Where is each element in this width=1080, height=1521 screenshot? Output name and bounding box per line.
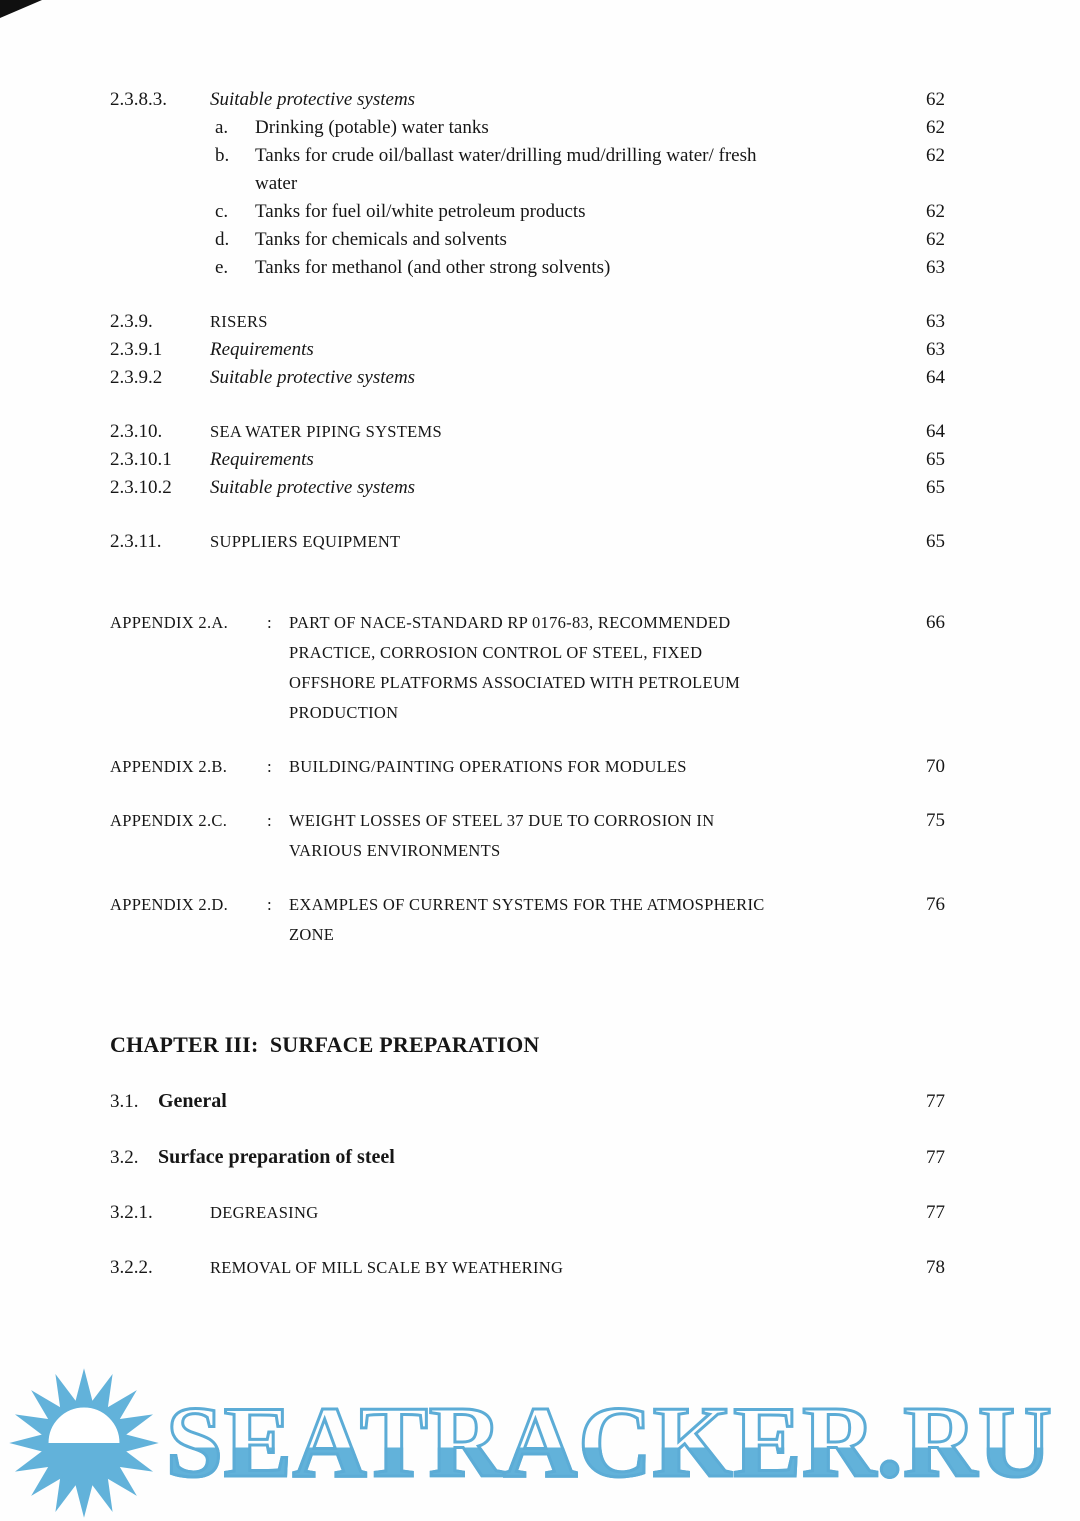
toc-page-number: 63 [926,339,945,360]
toc-entry-label: Suitable protective systems [210,89,416,110]
toc-entry-number: 2.3.9. [110,311,153,332]
appendix-number: APPENDIX 2.A. [110,613,229,632]
appendix-title: PART OF NACE-STANDARD RP 0176-83, RECOMMENDED PRACTICE, CORROSION CONTROL OF STEEL, FIXED OFFSHORE PLATFORMS ASSOCIATED WITH PETROLEUM PRODUCTION [289,613,741,722]
toc-row [110,474,945,502]
toc-entry-label: Suitable protective systems [210,367,416,388]
toc-row [110,1143,945,1172]
toc-row [110,1087,945,1116]
toc-entry-label: Requirements [210,339,314,360]
toc-entry-label: General [158,1090,227,1112]
toc-row [110,142,945,198]
toc-entry-label: Drinking (potable) water tanks [255,117,489,138]
toc-entry-label: RISERS [210,312,268,331]
toc-entry-number: 2.3.10. [110,421,163,442]
toc-entry-number: 2.3.9.1 [110,339,163,360]
toc-page-number: 62 [926,117,945,138]
watermark [8,1367,1053,1519]
toc-row [110,86,945,114]
watermark-text: SEATRACKER.RU [166,1385,1053,1499]
appendix-colon: : [267,613,272,632]
appendix-number: APPENDIX 2.C. [110,811,228,830]
toc-entry-label: Suitable protective systems [210,477,416,498]
toc-page-number: 62 [926,145,945,166]
toc-entry-number: 3.2.1. [110,1202,153,1223]
toc-row [110,336,945,364]
toc-entry-number: 3.2.2. [110,1257,153,1278]
toc-entry-label: Tanks for methanol (and other strong solvents) [255,257,611,278]
toc-entry-number: 3.1. [110,1091,139,1112]
appendix-colon: : [267,757,272,776]
toc-entry-label: REMOVAL OF MILL SCALE BY WEATHERING [210,1258,564,1277]
toc-entry-number: 2.3.11. [110,531,162,552]
toc-row [110,198,945,226]
toc-row [110,528,945,556]
toc-page-number: 77 [926,1091,945,1112]
toc-page-number: 63 [926,311,945,332]
appendix-number: APPENDIX 2.D. [110,895,229,914]
toc-row [110,418,945,446]
toc-page-number: 70 [926,756,945,777]
toc-page-number: 78 [926,1257,945,1278]
toc-entry-number: a. [215,117,229,138]
toc-row [110,1254,945,1282]
toc-entry-label: Tanks for crude oil/ballast water/drilling mud/drilling water/ fresh water [255,145,757,194]
appendix-title: BUILDING/PAINTING OPERATIONS FOR MODULES [289,757,687,776]
toc-entry-number: b. [215,145,230,166]
appendix-title: WEIGHT LOSSES OF STEEL 37 DUE TO CORROSION IN VARIOUS ENVIRONMENTS [289,811,715,860]
toc-page-number: 62 [926,201,945,222]
toc-row [110,114,945,142]
toc-page-number: 65 [926,449,945,470]
toc-page-number: 65 [926,477,945,498]
toc-entry-number: 2.3.9.2 [110,367,163,388]
sun-icon [8,1367,160,1519]
chapter-heading: CHAPTER III: SURFACE PREPARATION [110,1032,540,1057]
appendix-row [110,890,945,950]
toc-row [110,308,945,336]
toc-entry-number: 3.2. [110,1147,139,1168]
appendix-row [110,752,945,782]
toc-page-number: 62 [926,229,945,250]
toc-page-number: 62 [926,89,945,110]
toc-page-number: 76 [926,894,945,915]
toc-page-number: 64 [926,367,945,388]
toc-entry-number: 2.3.10.2 [110,477,172,498]
scan-artifact-corner [0,0,42,18]
toc-entry-number: e. [215,257,229,278]
toc-row [110,226,945,254]
appendix-colon: : [267,811,272,830]
toc-page-number: 65 [926,531,945,552]
toc-entry-number: c. [215,201,229,222]
appendix-row [110,806,945,866]
toc-row [110,254,945,282]
toc-entry-label: Requirements [210,449,314,470]
appendix-colon: : [267,895,272,914]
toc-entry-label: SUPPLIERS EQUIPMENT [210,532,401,551]
appendix-row [110,608,945,728]
toc-entry-label: Surface preparation of steel [158,1146,395,1168]
toc-entry-label: Tanks for chemicals and solvents [255,229,507,250]
toc-entry-number: 2.3.10.1 [110,449,172,470]
toc-page-number: 75 [926,810,945,831]
toc-page-number: 63 [926,257,945,278]
appendix-number: APPENDIX 2.B. [110,757,228,776]
toc-page-number: 66 [926,612,945,633]
toc-page-number: 64 [926,421,945,442]
toc-entry-label: DEGREASING [210,1203,319,1222]
appendix-title: EXAMPLES OF CURRENT SYSTEMS FOR THE ATMOSPHERIC ZONE [289,895,765,944]
toc-row [110,364,945,392]
toc-page-number: 77 [926,1202,945,1223]
toc-entry-label: Tanks for fuel oil/white petroleum products [255,201,586,222]
toc-entry-number: 2.3.8.3. [110,89,167,110]
toc-row [110,446,945,474]
toc-entry-label: SEA WATER PIPING SYSTEMS [210,422,442,441]
toc-page-number: 77 [926,1147,945,1168]
toc-entry-number: d. [215,229,230,250]
toc-row [110,1199,945,1227]
